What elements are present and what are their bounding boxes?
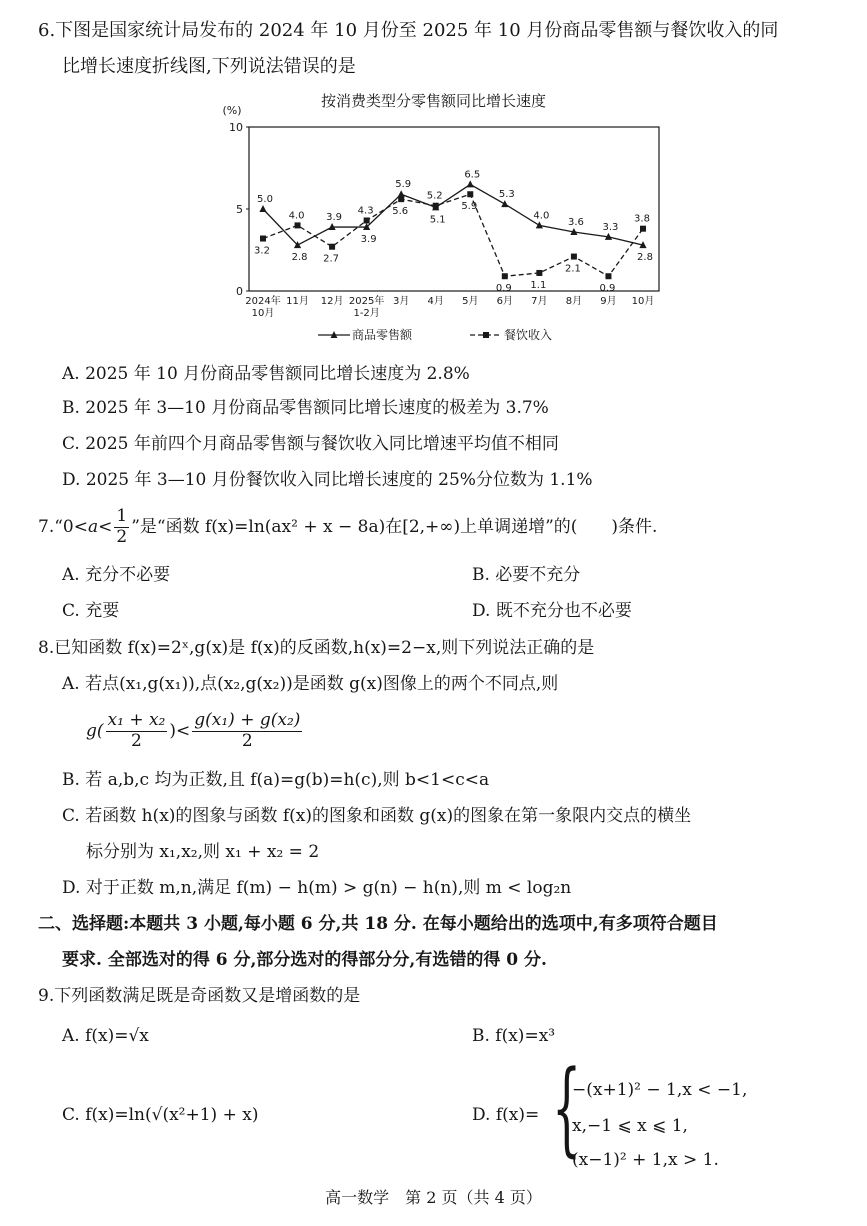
series-2-point — [260, 236, 266, 242]
data-label-catering: 5.6 — [392, 206, 409, 218]
series-2-point — [433, 203, 439, 209]
q6-stem-line2: 比增长速度折线图,下列说法错误的是 — [62, 56, 356, 77]
q9-option-c: C. f(x)=ln(√(x²+1) + x) — [62, 1105, 259, 1125]
x-tick-label: 2024年 — [245, 296, 281, 307]
data-label-catering: 4.0 — [288, 210, 305, 222]
x-tick-label: 2025年 — [348, 296, 385, 307]
data-label-catering: 4.3 — [357, 205, 374, 217]
q8-stem: 8.已知函数 f(x)=2ˣ,g(x)是 f(x)的反函数,h(x)=2−x,则下列说法正确的是 — [38, 638, 595, 658]
data-label-retail: 6.5 — [464, 169, 481, 181]
y-tick-label: 0 — [236, 285, 243, 298]
data-label-catering: 3.2 — [254, 245, 270, 257]
data-label-retail: 2.8 — [637, 252, 653, 264]
q7-var-a: a — [87, 516, 99, 537]
q7-stem-pre: 7.“0< — [38, 516, 88, 537]
q8-frac-left-num: x₁ + x₂ — [107, 710, 166, 730]
data-label-retail: 3.9 — [326, 212, 343, 224]
data-label-catering: 3.8 — [634, 213, 650, 225]
data-label-catering: 2.7 — [323, 253, 340, 265]
x-tick-label: 6月 — [496, 296, 514, 307]
series-2-point — [329, 244, 335, 250]
series-2-point — [364, 217, 370, 223]
data-label-retail: 2.8 — [291, 252, 308, 264]
page-footer: 高一数学 第 2 页（共 4 页） — [325, 1188, 542, 1207]
q6-stem-line1: 6.下图是国家统计局发布的 2024 年 10 月份至 2025 年 10 月份商品零售额与餐饮收入的同 — [38, 20, 779, 41]
data-label-retail: 5.1 — [429, 214, 446, 226]
q8-frac-left-den: 2 — [131, 730, 142, 751]
q6-option-b: B. 2025 年 3—10 月份商品零售额同比增长速度的极差为 3.7% — [62, 398, 549, 418]
legend-label-catering: 餐饮收入 — [504, 328, 553, 342]
series-line-2 — [263, 194, 643, 276]
q9-option-d-label: D. f(x)= — [472, 1105, 540, 1125]
q9-option-a: A. f(x)=√x — [62, 1026, 149, 1046]
x-tick-label: 10月 — [251, 308, 275, 319]
plot-frame — [249, 127, 659, 291]
data-label-catering: 5.9 — [461, 201, 478, 213]
series-2-point — [605, 273, 611, 279]
q8-frac-left — [106, 712, 168, 751]
y-axis-unit: (%) — [222, 104, 242, 117]
chart-title: 按消费类型分零售额同比增长速度 — [320, 92, 546, 110]
data-label-catering: 0.9 — [495, 283, 512, 295]
q7-option-b: B. 必要不充分 — [472, 565, 581, 585]
q8-g-open: g( — [86, 720, 104, 741]
series-2-point — [398, 196, 404, 202]
data-label-retail: 3.6 — [567, 216, 584, 228]
series-1-point — [501, 200, 508, 207]
x-tick-label: 1-2月 — [353, 308, 380, 319]
x-tick-label: 10月 — [631, 296, 655, 307]
q8-option-b: B. 若 a,b,c 均为正数,且 f(a)=g(b)=h(c),则 b<1<c<a — [62, 770, 490, 790]
q6-option-d: D. 2025 年 3—10 月份餐饮收入同比增长速度的 25%分位数为 1.1% — [62, 470, 593, 490]
q9-d-case1: −(x+1)² − 1,x < −1, — [572, 1080, 748, 1100]
data-label-retail: 5.9 — [395, 179, 412, 191]
q7-option-d: D. 既不充分也不必要 — [472, 601, 632, 621]
data-label-retail: 4.0 — [533, 210, 550, 222]
q7-lt: < — [98, 516, 113, 537]
series-2-point — [467, 191, 473, 197]
data-label-retail: 3.9 — [360, 234, 377, 246]
q8-frac-right — [192, 712, 302, 751]
data-label-retail: 5.3 — [498, 189, 515, 201]
legend-marker-catering — [483, 332, 489, 338]
section2-line2: 要求. 全部选对的得 6 分,部分选对的得部分分,有选错的得 0 分. — [62, 950, 547, 970]
q9-d-case3: (x−1)² + 1,x > 1. — [572, 1150, 719, 1170]
series-2-point — [571, 254, 577, 260]
x-tick-label: 7月 — [531, 296, 548, 307]
q7-frac-den: 2 — [116, 526, 128, 547]
q8-option-d: D. 对于正数 m,n,满足 f(m) − h(m) > g(n) − h(n),则 m < log₂n — [62, 878, 572, 898]
series-line-1 — [263, 184, 643, 245]
x-tick-label: 11月 — [286, 296, 309, 307]
x-tick-label: 12月 — [320, 296, 344, 307]
q6-option-a: A. 2025 年 10 月份商品零售额同比增长速度为 2.8% — [62, 364, 470, 384]
section2-line1: 二、选择题:本题共 3 小题,每小题 6 分,共 18 分. 在每小题给出的选项中,有多项符合题目 — [38, 914, 718, 934]
x-tick-label: 8月 — [565, 296, 583, 307]
q9-d-case2: x,−1 ⩽ x ⩽ 1, — [572, 1116, 688, 1136]
series-2-point — [640, 226, 646, 232]
data-label-retail: 3.3 — [602, 221, 619, 233]
q9-option-b: B. f(x)=x³ — [472, 1026, 556, 1046]
q9-stem: 9.下列函数满足既是奇函数又是增函数的是 — [38, 986, 361, 1006]
q7-stem — [38, 508, 657, 547]
q8-frac-right-den: 2 — [241, 730, 253, 751]
x-tick-label: 5月 — [462, 296, 479, 307]
series-2-point — [536, 270, 542, 276]
q8-option-a-line1: A. 若点(x₁,g(x₁)),点(x₂,g(x₂))是函数 g(x)图像上的两个不同点,则 — [62, 674, 559, 694]
q8-option-c-line1: C. 若函数 h(x)的图象与函数 f(x)的图象和函数 g(x)的图象在第一象限内交点的横坐 — [62, 806, 692, 826]
q7-frac-num: 1 — [116, 506, 128, 526]
series-1-point — [536, 221, 543, 228]
q8-lt: )< — [169, 720, 191, 741]
data-label-catering: 0.9 — [599, 283, 616, 295]
series-2-point — [295, 222, 301, 228]
legend-label-retail: 商品零售额 — [352, 328, 413, 342]
data-label-catering: 5.2 — [426, 190, 443, 202]
series-1-point — [467, 180, 474, 187]
q9-brace: { — [552, 1049, 582, 1168]
series-1-point — [259, 205, 266, 212]
y-tick-label: 10 — [229, 121, 243, 134]
q8-option-c-line2: 标分别为 x₁,x₂,则 x₁ + x₂ = 2 — [86, 842, 320, 862]
q7-fraction — [114, 508, 129, 547]
x-tick-label: 4月 — [427, 296, 444, 307]
q7-option-c: C. 充要 — [62, 601, 120, 621]
q7-option-a: A. 充分不必要 — [62, 565, 171, 585]
x-tick-label: 9月 — [600, 296, 617, 307]
line-chart — [0, 0, 867, 360]
data-label-retail: 5.0 — [257, 194, 273, 205]
q6-option-c: C. 2025 年前四个月商品零售额与餐饮收入同比增速平均值不相同 — [62, 434, 559, 454]
y-tick-label: 5 — [236, 203, 243, 216]
q7-stem-post: ”是“函数 f(x)=ln(ax² + x − 8a)在[2,+∞)上单调递增”的( )条件. — [131, 516, 658, 537]
q8-frac-right-num: g(x₁) + g(x₂) — [194, 710, 301, 730]
data-label-catering: 2.1 — [564, 263, 581, 275]
series-2-point — [502, 273, 508, 279]
q8-option-a-inequality — [86, 712, 304, 751]
data-label-catering: 1.1 — [530, 279, 547, 291]
x-tick-label: 3月 — [392, 296, 410, 307]
